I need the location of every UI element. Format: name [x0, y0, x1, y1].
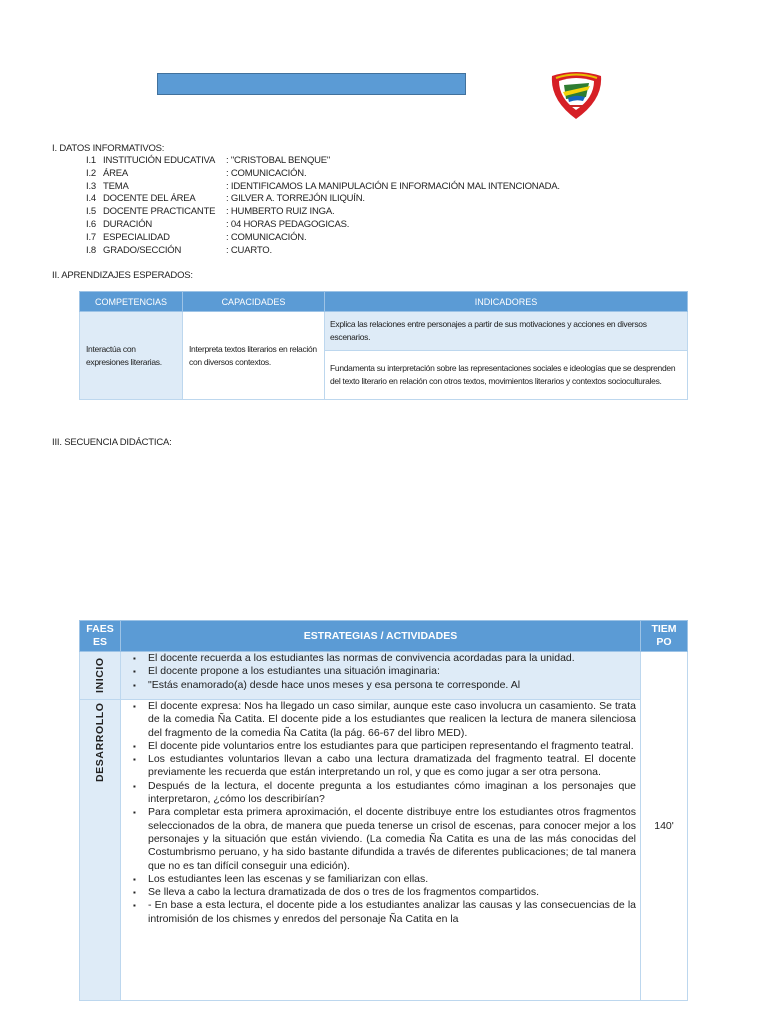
- activity-item: ▪ Para completar esta primera aproximación, el docente distribuye entre los estudiantes otros fragmentos seleccionados de la obra, de manera que pueda tenerse un crisol de escenas, para conocer mejor a los personajes y la situación que están viviendo. (La comedia Ña Catita es una de las más conocidas del Costumbrismo peruano, y ha sido bastante difundida a través de diferentes publicaciones; de tal manera que no es tan difícil conseguir una edición).: [131, 806, 636, 872]
- activity-item: ▪ "Estás enamorado(a) desde hace unos meses y esa persona te corresponde. Al: [131, 679, 636, 692]
- datos-value: : COMUNICACIÓN.: [226, 231, 307, 243]
- datos-number: I.8: [86, 244, 96, 256]
- datos-row: [86, 231, 307, 244]
- section-secuencia-heading: III. SECUENCIA DIDÁCTICA:: [52, 437, 172, 448]
- secuencia-table: [79, 620, 688, 1001]
- competencias-table: [79, 291, 688, 400]
- phase-desarrollo-cell: [80, 700, 121, 1001]
- datos-label: ESPECIALIDAD: [103, 231, 170, 243]
- activity-item: ▪ Después de la lectura, el docente pregunta a los estudiantes cómo imaginan a los personajes que interpretaron, ¿cómo los describirían?: [131, 780, 636, 807]
- header-tiempo: TIEM PO: [641, 621, 688, 652]
- datos-value: : HUMBERTO RUIZ INGA.: [226, 206, 335, 218]
- datos-number: I.6: [86, 219, 96, 230]
- datos-value: : GILVER A. TORREJÓN ILIQUÍN.: [226, 193, 365, 205]
- title-banner: [157, 73, 466, 95]
- section-aprendizajes-heading: II. APRENDIZAJES ESPERADOS:: [52, 270, 193, 281]
- school-shield-logo: [548, 70, 605, 120]
- header-competencias: COMPETENCIAS: [80, 292, 183, 312]
- phase-inicio-label: INICIO: [94, 657, 106, 693]
- datos-number: I.1: [86, 155, 96, 166]
- datos-number: I.5: [86, 206, 96, 218]
- datos-number: I.3: [86, 180, 96, 192]
- inicio-activities-list: [121, 652, 640, 699]
- datos-label: GRADO/SECCIÓN: [103, 244, 182, 256]
- activity-item: ▪ El docente pide voluntarios entre los estudiantes para que participen representando el fragmento teatral.: [131, 740, 636, 753]
- header-fases: FAES ES: [80, 621, 121, 652]
- datos-label: DOCENTE PRACTICANTE: [103, 206, 216, 218]
- indicador-cell: Fundamenta su interpretación sobre las representaciones sociales e ideologías que se desprenden del texto literario en relación con otros textos, movimientos literarios y contextos socioculturales.: [325, 351, 688, 400]
- datos-row: [86, 193, 365, 205]
- datos-row: [86, 180, 560, 193]
- datos-row: [86, 167, 307, 180]
- phase-inicio-cell: [80, 652, 121, 700]
- desarrollo-activities-cell: [121, 700, 641, 1001]
- datos-number: I.4: [86, 193, 96, 205]
- datos-label: DURACIÓN: [103, 219, 153, 230]
- datos-value: : 04 HORAS PEDAGOGICAS.: [226, 219, 350, 230]
- phase-desarrollo-label: DESARROLLO: [94, 702, 106, 782]
- datos-row: [86, 206, 335, 218]
- datos-label: ÁREA: [103, 167, 129, 179]
- inicio-activities-cell: [121, 652, 641, 700]
- activity-item: ▪ El docente recuerda a los estudiantes las normas de convivencia acordadas para la unidad.: [131, 652, 636, 665]
- datos-label: DOCENTE DEL ÁREA: [103, 193, 196, 205]
- activity-item: ▪ Los estudiantes voluntarios llevan a cabo una lectura dramatizada del fragmento teatral. El docente previamente les recuerda que están interpretando un rol, y que es como jugar a ser otra persona.: [131, 753, 636, 780]
- activity-item: ▪ El docente propone a los estudiantes una situación imaginaria:: [131, 665, 636, 678]
- time-cell: 140': [641, 652, 688, 1001]
- section-datos-heading: I. DATOS INFORMATIVOS:: [52, 143, 165, 154]
- datos-value: : CUARTO.: [226, 244, 272, 256]
- datos-number: I.7: [86, 231, 96, 243]
- activity-item: ▪ El docente expresa: Nos ha llegado un caso similar, aunque este caso involucra un casamiento. Se trata de la comedia Ña Catita. El docente pide a los estudiantes que realicen la lectura de manera silenciosa del fragmento de la comedia Ña Catita (la pág. 66-67 del libro MED).: [131, 700, 636, 740]
- header-indicadores: INDICADORES: [325, 292, 688, 312]
- indicador-cell: Explica las relaciones entre personajes a partir de sus motivaciones y acciones en diversos escenarios.: [325, 312, 688, 351]
- competencia-cell: Interactúa con expresiones literarias.: [80, 312, 183, 400]
- datos-label: TEMA: [103, 180, 129, 192]
- activity-item: ▪ Se lleva a cabo la lectura dramatizada de dos o tres de los fragmentos compartidos.: [131, 886, 636, 899]
- datos-label: INSTITUCIÓN EDUCATIVA: [103, 155, 216, 166]
- datos-number: I.2: [86, 167, 96, 179]
- datos-value: : IDENTIFICAMOS LA MANIPULACIÓN E INFORMACIÓN MAL INTENCIONADA.: [226, 180, 560, 192]
- activity-item: ▪ - En base a esta lectura, el docente pide a los estudiantes analizar las causas y las consecuencias de la intromisión de los chismes y enredos del personaje Ña Catita en la: [131, 899, 636, 926]
- activity-item: ▪ Los estudiantes leen las escenas y se familiarizan con ellas.: [131, 873, 636, 886]
- capacidad-cell: Interpreta textos literarios en relación con diversos contextos.: [183, 312, 325, 400]
- datos-row: [86, 155, 331, 167]
- desarrollo-activities-list: [121, 700, 640, 1000]
- datos-value: : COMUNICACIÓN.: [226, 167, 307, 179]
- header-capacidades: CAPACIDADES: [183, 292, 325, 312]
- datos-row: [86, 219, 350, 231]
- datos-value: : "CRISTOBAL BENQUE": [226, 155, 331, 166]
- header-estrategias: ESTRATEGIAS / ACTIVIDADES: [121, 621, 641, 652]
- datos-row: [86, 244, 272, 257]
